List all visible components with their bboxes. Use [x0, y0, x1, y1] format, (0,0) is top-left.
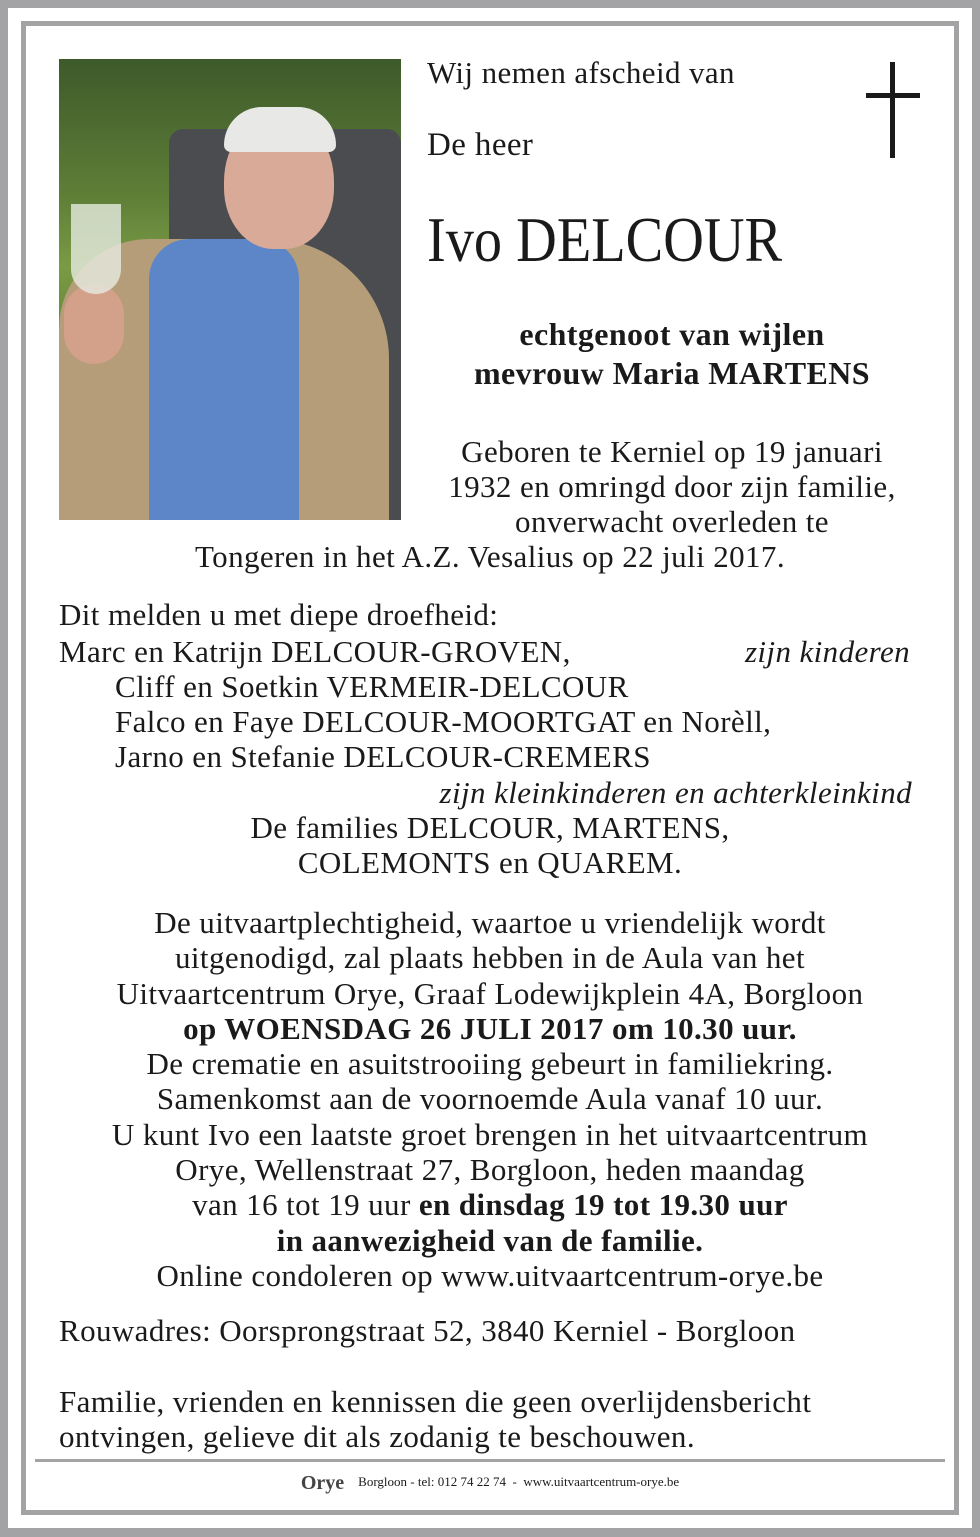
children: Marc en Katrijn DELCOUR-GROVEN,: [59, 634, 571, 669]
grandchild-line: Jarno en Stefanie DELCOUR-CREMERS: [115, 739, 651, 774]
visit-bold: en dinsdag 19 tot 19.30 uur: [418, 1187, 788, 1222]
portrait-photo: [59, 59, 401, 520]
birth-line-2: 1932 en omringd door zijn familie,: [448, 469, 896, 504]
footer-divider: [35, 1459, 945, 1462]
spouse-line-2: mevrouw Maria MARTENS: [474, 355, 870, 391]
presence: in aanwezigheid van de familie.: [276, 1223, 704, 1258]
ceremony-date: op WOENSDAG 26 JULI 2017 om 10.30 uur.: [183, 1011, 797, 1046]
ceremony-line: uitgenodigd, zal plaats hebben in de Aula van het: [175, 940, 805, 975]
family-intro: Dit melden u met diepe droefheid:: [59, 597, 499, 632]
ceremony-line: Uitvaartcentrum Orye, Graaf Lodewijkplein 4A, Borgloon: [116, 976, 864, 1011]
families-line-1: De families DELCOUR, MARTENS,: [250, 810, 730, 845]
intro: Wij nemen afscheid van: [427, 55, 735, 90]
address: Rouwadres: Oorsprongstraat 52, 3840 Kerniel - Borgloon: [59, 1313, 796, 1348]
grandchild-line: Cliff en Soetkin VERMEIR-DELCOUR: [115, 669, 629, 704]
families-line-2: COLEMONTS en QUAREM.: [297, 845, 683, 880]
title-prefix: De heer: [427, 127, 534, 163]
footer: [0, 1470, 980, 1495]
orye-logo: Orye: [300, 1472, 345, 1495]
ceremony-line: Orye, Wellenstraat 27, Borgloon, heden maandag: [175, 1152, 805, 1187]
visit-normal: van 16 tot 19 uur: [192, 1187, 419, 1222]
children-label: zijn kinderen: [744, 634, 910, 669]
deceased-name: Ivo DELCOUR: [427, 204, 783, 275]
closing-line-1: Familie, vrienden en kennissen die geen overlijdensbericht: [59, 1384, 812, 1419]
closing-line-2: ontvingen, gelieve dit als zodanig te beschouwen.: [59, 1419, 695, 1454]
visit-hours: [0, 1187, 980, 1222]
ceremony-line: De uitvaartplechtigheid, waartoe u vriendelijk wordt: [154, 905, 826, 940]
ceremony-line: U kunt Ivo een laatste groet brengen in het uitvaartcentrum: [111, 1117, 869, 1152]
spouse-line-1: echtgenoot van wijlen: [519, 316, 825, 352]
birth-line-1: Geboren te Kerniel op 19 januari: [461, 434, 883, 469]
ceremony-line: De crematie en asuitstrooiing gebeurt in familiekring.: [146, 1046, 834, 1081]
footer-text: Borgloon - tel: 012 74 22 74 - www.uitvaartcentrum-orye.be: [358, 1474, 680, 1489]
online-condolences: Online condoleren op www.uitvaartcentrum-orye.be: [156, 1258, 824, 1293]
grandchildren-label: zijn kleinkinderen en achterkleinkind: [439, 775, 912, 810]
birth-line-4: Tongeren in het A.Z. Vesalius op 22 juli 2017.: [195, 539, 785, 574]
birth-line-3: onverwacht overleden te: [515, 504, 829, 539]
grandchild-line: Falco en Faye DELCOUR-MOORTGAT en Norèll,: [115, 704, 772, 739]
ceremony-line: Samenkomst aan de voornoemde Aula vanaf 10 uur.: [156, 1081, 824, 1116]
